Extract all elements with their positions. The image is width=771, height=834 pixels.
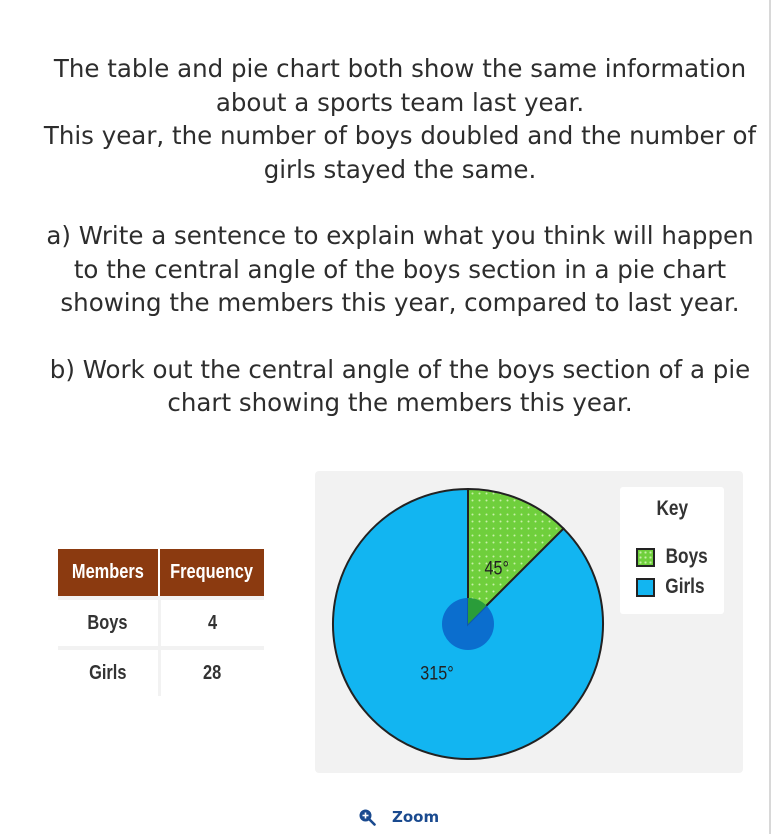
question-line: about a sports team last year. xyxy=(215,87,585,117)
legend-swatch-boys xyxy=(636,548,655,567)
zoom-button[interactable] xyxy=(358,808,439,826)
legend-label-boys: Boys xyxy=(665,545,708,568)
table-cell-member: Boys xyxy=(58,598,159,648)
part-a-line: showing the members this year, compared to last year. xyxy=(60,288,740,317)
part-a-line: to the central angle of the boys section in a pie chart xyxy=(73,254,727,284)
zoom-label: Zoom xyxy=(392,808,440,826)
part-b-line: b) Work out the central angle of the boys section of a pie xyxy=(49,354,751,384)
chart-legend xyxy=(620,487,724,614)
part-a-line: a) Write a sentence to explain what you think will happen xyxy=(46,221,754,250)
angle-label-girls: 315° xyxy=(420,662,454,684)
legend-label-girls: Girls xyxy=(665,575,705,598)
table-cell-frequency: 28 xyxy=(159,648,264,696)
table-header-members: Members xyxy=(58,549,159,598)
table-header-frequency: Frequency xyxy=(159,549,264,598)
part-b-line: chart showing the members this year. xyxy=(167,388,633,417)
table-cell-member: Girls xyxy=(58,648,159,696)
question-line: girls stayed the same. xyxy=(263,154,537,184)
zoom-in-icon xyxy=(358,808,376,826)
angle-label-boys: 45° xyxy=(484,557,509,579)
legend-swatch-girls xyxy=(636,578,655,597)
legend-item-boys xyxy=(636,544,712,570)
legend-item-girls xyxy=(636,574,709,600)
table-cell-frequency: 4 xyxy=(159,598,264,648)
question-line: The table and pie chart both show the same information xyxy=(53,54,747,83)
question-line: This year, the number of boys doubled and the number of xyxy=(43,121,757,150)
legend-title: Key xyxy=(656,497,688,520)
